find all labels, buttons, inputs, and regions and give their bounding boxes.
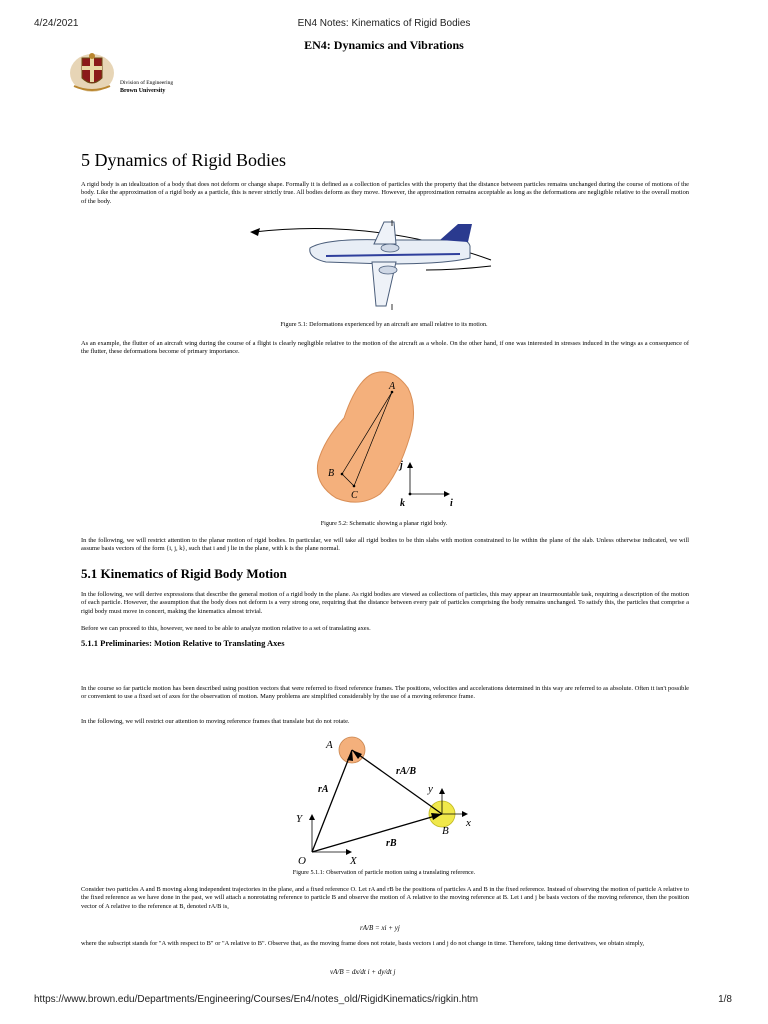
rigid-body-shape <box>317 372 413 502</box>
fig3-ra-label: rA <box>318 784 329 795</box>
brown-university-logo <box>62 52 126 94</box>
fig3-x-axis-label: X <box>350 855 357 866</box>
fig3-moving-x-label: x <box>466 817 471 829</box>
trajectory-arrowhead <box>250 228 260 236</box>
paragraph-4: In the following, we will derive expressions that describe the general motion of a rigid body in the plane. As rigid bodies are viewed as collections of particles, this may appear an insurmountable task, requiring a description of the motion of each particle. However, the assumption that the body does not deform is a very strong one, requiring that the distance between every pair of particles comprising the body remains unchanged. To satisfy this, the particles that comprise a rigid body must move in concert, making the kinematics almost trivial. <box>81 591 689 615</box>
paragraph-7: In the following, we will restrict our attention to moving reference frames that translate but do not rotate. <box>81 718 350 725</box>
subsection-title: 5.1 Kinematics of Rigid Body Motion <box>81 566 287 581</box>
translating-reference-figure <box>290 732 490 866</box>
paragraph-3: In the following, we will restrict attention to the planar motion of rigid bodies. In particular, we will take all rigid bodies to be thin slabs with motion constrained to lie within the plane of the slab. Unless otherwise indicated, we will assume basis vectors of the form {i, j, k}, such that i and j lie in the plane, with k is the plane normal. <box>81 537 689 553</box>
fig3-b-label: B <box>442 825 449 837</box>
figure-2-caption: Figure 5.2: Schematic showing a planar rigid body. <box>320 520 448 527</box>
print-footer <box>0 994 768 1008</box>
section-title: 5 Dynamics of Rigid Bodies <box>81 150 286 170</box>
page-number: 1/8 <box>718 994 732 1005</box>
paragraph-8: Consider two particles A and B moving along independent trajectories in the plane, and a fixed reference O. Let rA and rB be the positions of particles A and B in the fixed reference. Instead of observing the motion of particle A relative to the fixed reference as we have done in the past, we will attach a nonrotating reference to particle B and observe the motion of A relative to the moving reference at B. Let i and j be basis vectors of the moving reference, then the position vector of A relative to the reference at B, denoted rA/B is, <box>81 886 689 910</box>
course-title: EN4: Dynamics and Vibrations <box>304 38 464 52</box>
k-axis-label: k <box>400 498 405 509</box>
fig3-y-axis-label: Y <box>296 813 303 825</box>
print-header <box>0 18 768 32</box>
dept-name: Division of Engineering <box>120 80 174 86</box>
aircraft-figure <box>246 218 506 316</box>
point-a-label: A <box>389 381 396 392</box>
fig3-moving-y-label: y <box>428 783 433 795</box>
rigid-body-figure <box>300 366 470 516</box>
tail-fin <box>440 224 472 242</box>
paragraph-5: Before we can proceed to this, however, we need to be able to analyze motion relative to a set of translating axes. <box>81 625 371 632</box>
fig3-o-label: O <box>298 855 306 866</box>
print-date: 4/24/2021 <box>34 18 79 29</box>
paragraph-2: As an example, the flutter of an aircraft wing during the course of a flight is clearly negligible relative to the motion of the aircraft as a whole. On the other hand, if one was interested in stresses induced in the wings as a consequence of the flutter, these deformations become of primary importance. <box>81 340 689 356</box>
figure-3-caption: Figure 5.1.1: Observation of particle motion using a translating reference. <box>292 869 476 876</box>
point-c-label: C <box>351 490 358 501</box>
equation-2: vA/B = dx/dt i + dy/dt j <box>330 968 396 976</box>
paragraph-9: where the subscript stands for "A with respect to B" or "A relative to B". Observe that, as the moving frame does not rotate, basis vectors i and j do not change in time. Therefore, taking time derivatives, we obtain simply, <box>81 940 645 947</box>
i-axis-label: i <box>450 498 453 509</box>
page-url[interactable]: https://www.brown.edu/Departments/Engineering/Courses/En4/notes_old/RigidKinematics/rigkin.htm <box>34 994 479 1005</box>
equation-1: rA/B = xi + yj <box>360 924 400 932</box>
fig3-rb-label: rB <box>386 838 397 849</box>
paragraph-6: In the course so far particle motion has been described using position vectors that were referred to fixed reference frames. The positions, velocities and accelerations determined in this way are referred to as absolute. Often it isn't possible or convenient to use a fixed set of axes for the observation of motion. Many problems are simplified considerably by the use of a moving reference frame. <box>81 685 689 701</box>
upper-wing <box>374 222 396 244</box>
figure-1-caption: Figure 5.1: Deformations experienced by an aircraft are small relative to its motion. <box>280 321 488 328</box>
paragraph-1: A rigid body is an idealization of a body that does not deform or change shape. Formally it is defined as a collection of particles with the property that the distance between particles remains unchanged during the course of motions of the body. Like the approximation of a rigid body as a particle, this is never strictly true. All bodies deform as they move. However, the approximation remains acceptable as long as the deformations are negligible relative to the overall motion of the body. <box>81 181 689 205</box>
point-b-label: B <box>328 468 335 479</box>
university-name: Brown University <box>120 88 166 94</box>
j-axis-label: j <box>400 460 403 471</box>
fig3-a-label: A <box>326 739 333 751</box>
print-title: EN4 Notes: Kinematics of Rigid Bodies <box>297 18 471 29</box>
fig3-rab-label: rA/B <box>396 766 417 777</box>
subsubsection-title: 5.1.1 Preliminaries: Motion Relative to Translating Axes <box>81 638 285 648</box>
